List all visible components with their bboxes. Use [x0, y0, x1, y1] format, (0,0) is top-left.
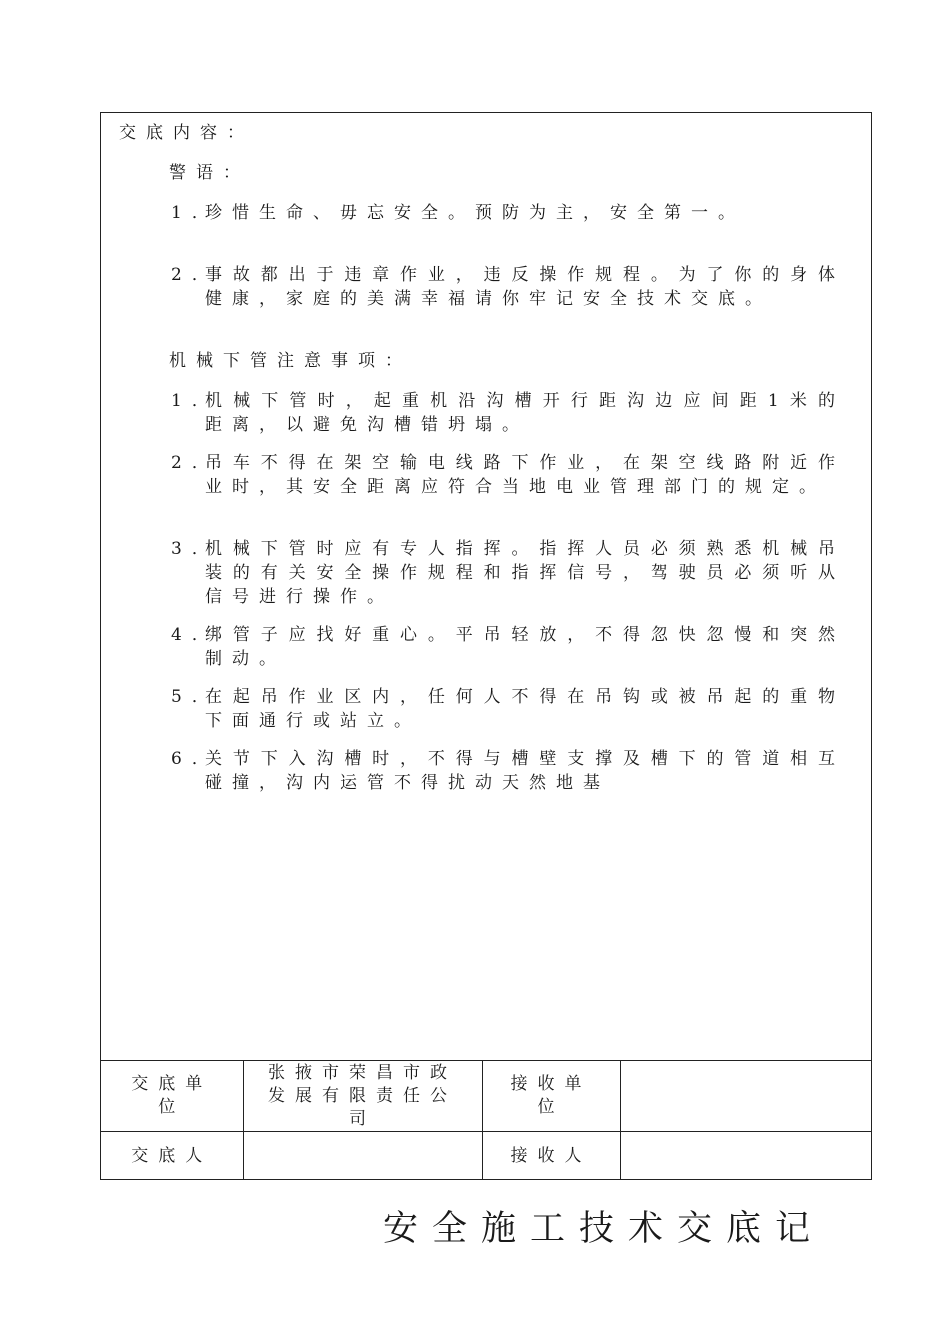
table-row [101, 1061, 871, 1132]
item-number: 2． [171, 453, 219, 473]
item-number: 5． [171, 687, 219, 707]
slogan-text: 珍惜生命、毋忘安全。预防为主，安全第一。 [205, 203, 745, 223]
issuer-person-value[interactable] [243, 1132, 482, 1181]
item-number: 1． [171, 391, 219, 411]
item-text: 在起吊作业区内，任何人不得在吊钩或被吊起的重物下面通行或站立。 [205, 687, 845, 731]
document-title: 安全施工技术交底记 [383, 1209, 825, 1249]
issuer-unit-value: 张掖市荣昌市政发展有限责任公司 [243, 1061, 482, 1132]
table-row [101, 1132, 871, 1181]
receiver-person-label: 接收人 [482, 1132, 620, 1181]
slogan-number: 1． [171, 203, 219, 223]
content-area [101, 113, 871, 1061]
slogan-text: 事故都出于违章作业，违反操作规程。为了你的身体健康，家庭的美满幸福请你牢记安全技术交底。 [205, 265, 845, 309]
section-heading: 机械下管注意事项： [169, 351, 412, 371]
document-frame [100, 112, 872, 1180]
receiver-person-value[interactable] [620, 1132, 871, 1181]
content-heading: 交底内容： [119, 123, 254, 143]
item-number: 4． [171, 625, 219, 645]
item-text: 机械下管时应有专人指挥。指挥人员必须熟悉机械吊装的有关安全操作规程和指挥信号，驾驶员必须听从信号进行操作。 [205, 539, 845, 607]
item-text: 关节下入沟槽时，不得与槽壁支撑及槽下的管道相互碰撞，沟内运管不得扰动天然地基 [205, 749, 845, 793]
item-text: 绑管子应找好重心。平吊轻放，不得忽快忽慢和突然制动。 [205, 625, 845, 669]
receiver-unit-label: 接收单位 [482, 1061, 620, 1132]
slogan-heading: 警语： [169, 163, 250, 183]
signature-table [101, 1060, 871, 1180]
receiver-unit-value[interactable] [620, 1061, 871, 1132]
item-text: 吊车不得在架空输电线路下作业，在架空线路附近作业时，其安全距离应符合当地电业管理部门的规定。 [205, 453, 845, 497]
item-number: 3． [171, 539, 219, 559]
item-number: 6． [171, 749, 219, 769]
slogan-number: 2． [171, 265, 219, 285]
item-text: 机械下管时，起重机沿沟槽开行距沟边应间距1米的距离，以避免沟槽错坍塌。 [205, 391, 845, 435]
issuer-unit-label: 交底单位 [101, 1061, 243, 1132]
issuer-person-label: 交底人 [101, 1132, 243, 1181]
